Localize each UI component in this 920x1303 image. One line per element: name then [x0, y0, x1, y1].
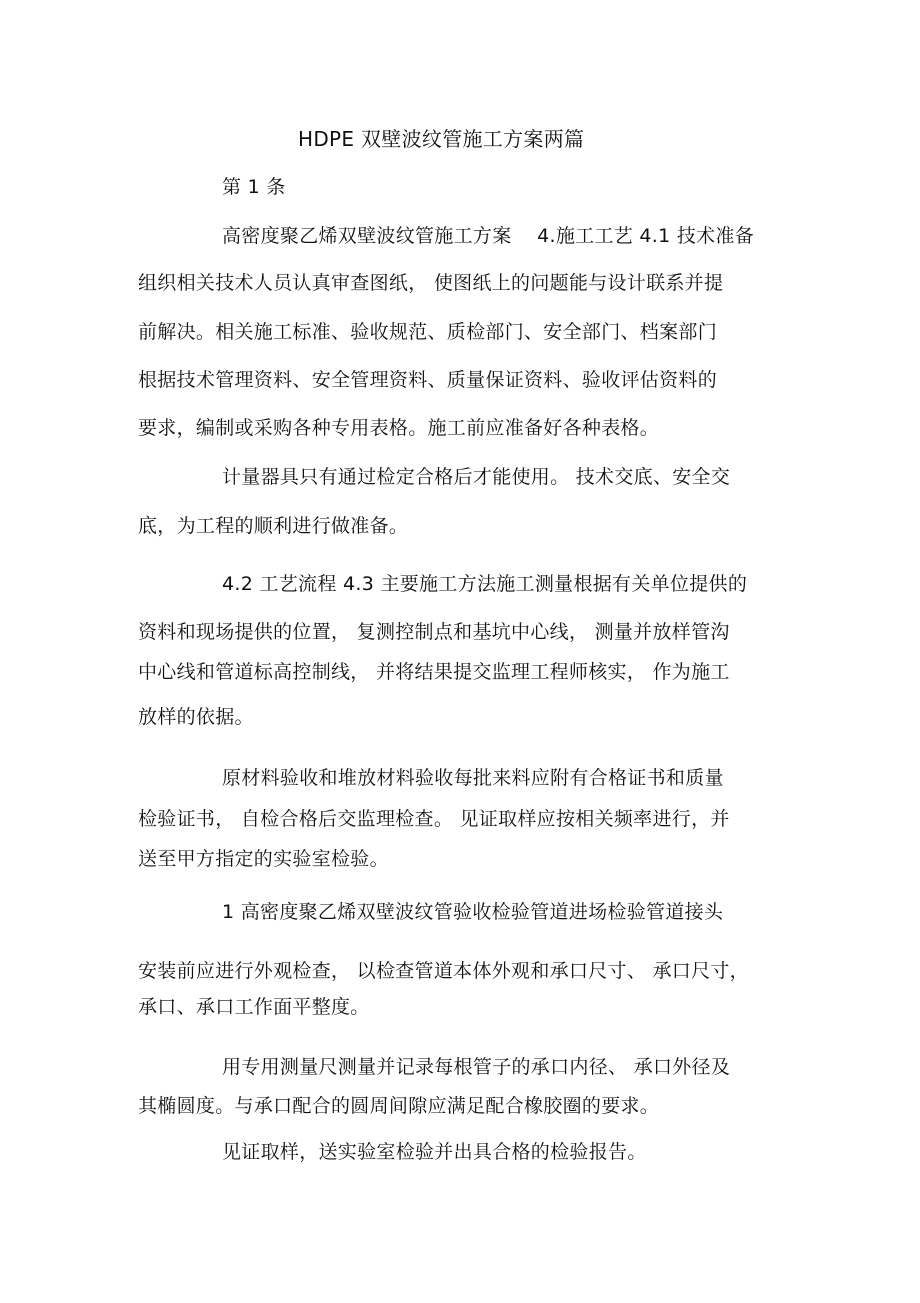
paragraph-line: 见证取样，送实验室检验并出具合格的检验报告。	[222, 1141, 647, 1163]
document-title: HDPE 双壁波纹管施工方案两篇	[298, 127, 585, 151]
paragraph-line: 资料和现场提供的位置， 复测控制点和基坑中心线， 测量并放样管沟	[138, 621, 730, 643]
paragraph-line: 检验证书， 自检合格后交监理检查。 见证取样应按相关频率进行，并	[138, 808, 730, 830]
paragraph-line: 要求，编制或采购各种专用表格。施工前应准备好各种表格。	[138, 417, 660, 439]
paragraph-line: 计量器具只有通过检定合格后才能使用。 技术交底、安全交	[222, 466, 731, 488]
paragraph-line: 送至甲方指定的实验室检验。	[138, 848, 389, 870]
paragraph-line: 中心线和管道标高控制线， 并将结果提交监理工程师核实， 作为施工	[138, 661, 730, 683]
paragraph-line: 用专用测量尺测量并记录每根管子的承口内径、 承口外径及	[222, 1056, 731, 1078]
paragraph-line: 其椭圆度。与承口配合的圆周间隙应满足配合橡胶圈的要求。	[138, 1095, 660, 1117]
paragraph-line: 承口、承口工作面平整度。	[138, 996, 370, 1018]
paragraph-line: 原材料验收和堆放材料验收每批来料应附有合格证书和质量	[222, 767, 724, 789]
paragraph-line: 安装前应进行外观检查， 以检查管道本体外观和承口尺寸、 承口尺寸，	[138, 960, 749, 982]
paragraph-line: 底，为工程的顺利进行做准备。	[138, 515, 409, 537]
paragraph-line: 高密度聚乙烯双壁波纹管施工方案 4.施工工艺 4.1 技术准备	[222, 225, 755, 247]
paragraph-line: 前解决。相关施工标准、验收规范、质检部门、安全部门、档案部门	[138, 321, 718, 343]
paragraph-line: 放样的依据。	[138, 706, 254, 728]
section-heading: 第 1 条	[222, 176, 286, 198]
paragraph-line: 组织相关技术人员认真审查图纸， 使图纸上的问题能与设计联系并提	[138, 272, 724, 294]
paragraph-line: 根据技术管理资料、安全管理资料、质量保证资料、验收评估资料的	[138, 369, 718, 391]
paragraph-line: 4.2 工艺流程 4.3 主要施工方法施工测量根据有关单位提供的	[222, 573, 748, 595]
paragraph-line: 1 高密度聚乙烯双壁波纹管验收检验管道进场检验管道接头	[222, 901, 724, 923]
